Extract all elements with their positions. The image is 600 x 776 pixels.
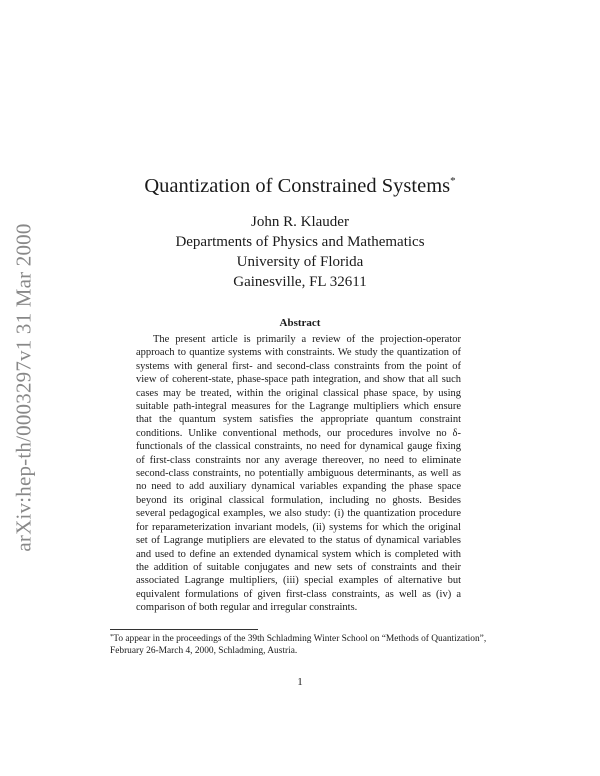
- author-location: Gainesville, FL 32611: [233, 274, 367, 290]
- footnote: [110, 631, 490, 657]
- author-block: [0, 212, 600, 292]
- paper-title-text: Quantization of Constrained Systems: [144, 175, 451, 197]
- page-number: 1: [297, 676, 303, 688]
- arxiv-identifier-text: arXiv:hep-th/0003297v1 31 Mar 2000: [11, 223, 36, 552]
- paper-title: [0, 175, 600, 198]
- footnote-marker: *: [110, 633, 114, 640]
- author-department: Departments of Physics and Mathematics: [175, 234, 425, 250]
- author-name: John R. Klauder: [251, 214, 349, 230]
- abstract-body: The present article is primarily a review of the projection-operator approach to quantize systems with constraints. We study the quantization of systems with general first- and second-class constraints from the point of view of coherent-state, phase-space path integration, and show that all such cases may be treated, within the original classical phase space, by using suitable path-integral measures for the Lagrange multipliers which ensure that the quantum system satisfies the appropriate quantum constraint conditions. Unlike conventional methods, our procedures involve no δ-functionals of the classical constraints, no need for dynamical gauge fixing of first-class constraints nor any average thereover, no need to eliminate second-class constraints, no potentially ambiguous determinants, as well as no need to add auxiliary dynamical variables expanding the phase space beyond its original classical formulation, including no ghosts. Besides several pedagogical examples, we also study: (i) the quantization procedure for reparameterization invariant models, (ii) systems for which the original set of Lagrange mutipliers are elevated to the status of dynamical variables and used to define an extended dynamical system which is completed with the addition of suitable conjugates and new sets of constraints and their associated Lagrange multipliers, (iii) special examples of alternative but equivalent formulations of given first-class constraints, as well as (iv) a comparison of both regular and irregular constraints.: [136, 334, 461, 614]
- title-footnote-marker: *: [450, 175, 456, 187]
- author-institution: University of Florida: [236, 254, 364, 270]
- abstract-heading: Abstract: [279, 317, 321, 329]
- footnote-text: To appear in the proceedings of the 39th Schladming Winter School on “Methods of Quantization”, February 26-March 4, 2000, Schladming, Austria.: [110, 634, 487, 656]
- footnote-divider: [110, 629, 258, 630]
